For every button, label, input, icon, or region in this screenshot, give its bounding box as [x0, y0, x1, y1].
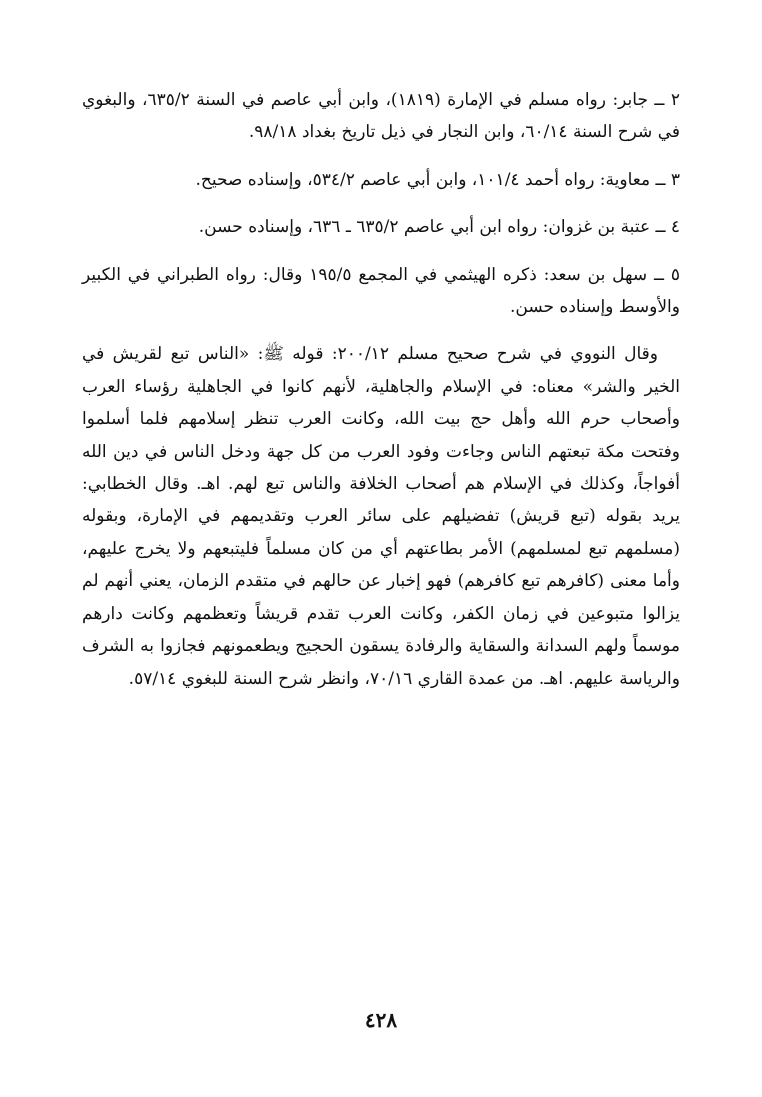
footnote-muawiya: ٣ ــ معاوية: رواه أحمد ١٠١/٤، وابن أبي عاصم ٥٣٤/٢، وإسناده صحيح.: [195, 169, 680, 190]
page-body: [82, 84, 680, 695]
footnote-sahl: ٥ ــ سهل بن سعد: ذكره الهيثمي في المجمع ١٩٥/٥ وقال: رواه الطبراني في الكبير والأوسط وإسناده حسن.: [82, 264, 680, 318]
footnote-utba: ٤ ــ عتبة بن غزوان: رواه ابن أبي عاصم ٦٣٥/٢ ـ ٦٣٦، وإسناده حسن.: [198, 217, 680, 238]
footnote-jabir: ٢ ــ جابر: رواه مسلم في الإمارة (١٨١٩)، وابن أبي عاصم في السنة ٦٣٥/٢، والبغوي في شرح السنة ٦٠/١٤، وابن النجار في ذيل تاريخ بغداد ٩٨/١٨.: [82, 90, 680, 143]
commentary-nawawi: وقال النووي في شرح صحيح مسلم ٢٠٠/١٢: قوله ﷺ: «الناس تبع لقريش في الخير والشر» معناه: في الإسلام والجاهلية، لأنهم كانوا في الجاهلية رؤساء العرب وأصحاب حرم الله وأهل حج بيت الله، وكانت العرب تنظر إسلامهم فلما أسلموا وفتحت مكة تبعتهم الناس وجاءت وفود العرب من كل جهة ودخل الناس في دين الله أفواجاً، وكذلك في الإسلام هم أصحاب الخلافة والناس تبع لهم. اهـ. وقال الخطابي: يريد بقوله (تبع قريش) تفضيلهم على سائر العرب وتقديمهم في الإمارة، وبقوله (مسلمهم تبع لمسلمهم) الأمر بطاعتهم أي من كان مسلماً فليتبعهم ولا يخرج عليهم، وأما معنى (كافرهم تبع كافرهم) فهو إخبار عن حالهم في متقدم الزمان، يعني أنهم لم يزالوا متبوعين في زمان الكفر، وكانت العرب تقدم قريشاً وتعظمهم وكانت دارهم موسماً ولهم السدانة والسقاية والرفادة يسقون الحجيج ويطعمونهم فجازوا به الشرف والرياسة عليهم. اهـ. من عمدة القاري ٧٠/١٦، وانظر شرح السنة للبغوي ٥٧/١٤.: [82, 344, 680, 689]
page-number: ٤٢٨: [364, 1008, 398, 1032]
